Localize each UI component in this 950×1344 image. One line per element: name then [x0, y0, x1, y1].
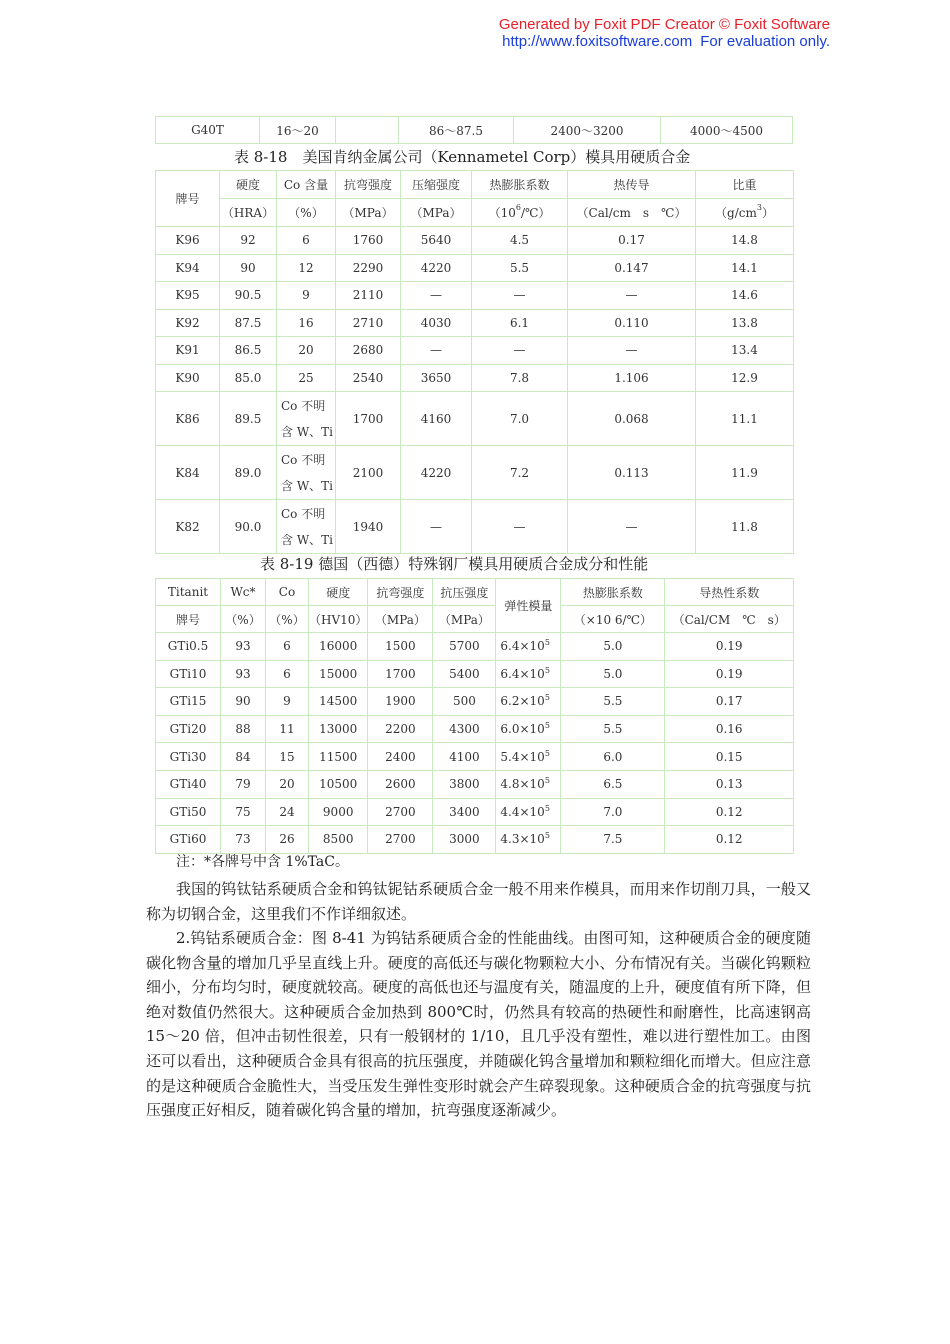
table-cell: K82 [156, 500, 220, 554]
table-cell: 3800 [433, 770, 496, 798]
cell-line: Co 不明 [281, 452, 326, 467]
cell-line: 含 W、Ti [281, 532, 333, 547]
col-unit-expansion [472, 199, 568, 227]
table-cell: 16 [277, 309, 336, 337]
table-cell [277, 446, 336, 500]
table-cell: 13.8 [696, 309, 794, 337]
table-cell: 5.5 [472, 254, 568, 282]
col-unit: （%） [266, 606, 309, 633]
table-row [156, 446, 794, 500]
table-cell [277, 392, 336, 446]
table-cell: 20 [277, 337, 336, 365]
table-cell: 2600 [368, 770, 433, 798]
table-cell: 5.0 [561, 633, 665, 661]
table-cell [277, 500, 336, 554]
table-cell: 11.1 [696, 392, 794, 446]
table-cell: 93 [221, 633, 266, 661]
col-header: 热传导 [568, 171, 696, 199]
table-row [156, 500, 794, 554]
table-cell: 0.17 [568, 227, 696, 255]
watermark-eval: For evaluation only. [700, 33, 830, 50]
table-8-19-caption: 表 8-19 德国（西德）特殊钢厂模具用硬质合金成分和性能 [260, 555, 649, 573]
table-cell: 90 [221, 688, 266, 716]
table-cell: 6 [266, 660, 309, 688]
modulus-value: 4.3×10 [500, 832, 545, 847]
table-cell: 12.9 [696, 364, 794, 392]
table-8-18 [155, 170, 794, 554]
col-unit: （MPa） [433, 606, 496, 633]
table-cell: G40T [156, 117, 260, 144]
table-cell: 6 [266, 633, 309, 661]
table-cell: 5640 [401, 227, 472, 255]
table-cell: — [472, 282, 568, 310]
table-cell: 0.113 [568, 446, 696, 500]
table-cell: 13000 [309, 715, 368, 743]
table-cell: 3400 [433, 798, 496, 826]
table-cell: 8500 [309, 826, 368, 854]
table-row [156, 364, 794, 392]
table-cell: 11500 [309, 743, 368, 771]
modulus-exponent: 5 [544, 665, 550, 675]
cell-line: 含 W、Ti [281, 424, 333, 439]
table-top-partial-row [155, 116, 793, 144]
table-cell: — [472, 500, 568, 554]
table-cell: 90.5 [220, 282, 277, 310]
cell-line: Co 不明 [281, 398, 326, 413]
cell-line: 含 W、Ti [281, 478, 333, 493]
table-cell: 0.12 [665, 826, 794, 854]
table-cell: GTi15 [156, 688, 221, 716]
table-cell: 5.5 [561, 688, 665, 716]
col-header: 抗弯强度 [368, 579, 433, 606]
table-row [156, 392, 794, 446]
table-cell: 14.6 [696, 282, 794, 310]
table-cell: GTi10 [156, 660, 221, 688]
table-row [156, 117, 793, 144]
modulus-exponent: 5 [544, 831, 550, 841]
modulus-value: 6.2×10 [500, 694, 545, 709]
table-cell: 1940 [336, 500, 401, 554]
modulus-value: 6.0×10 [500, 722, 545, 737]
col-unit: （HRA） [220, 199, 277, 227]
table-cell: 500 [433, 688, 496, 716]
table-cell [496, 633, 561, 661]
table-cell: 14500 [309, 688, 368, 716]
table-row [156, 337, 794, 365]
table-cell: 0.12 [665, 798, 794, 826]
col-header: 抗压强度 [433, 579, 496, 606]
table-cell: K91 [156, 337, 220, 365]
table-cell: 0.068 [568, 392, 696, 446]
table-cell: 1700 [368, 660, 433, 688]
table-8-19 [155, 578, 794, 854]
table-cell: K90 [156, 364, 220, 392]
col-header: 抗弯强度 [336, 171, 401, 199]
unit-text: （10 [488, 206, 516, 220]
col-header: 压缩强度 [401, 171, 472, 199]
col-unit: （%） [221, 606, 266, 633]
unit-superscript: 3 [756, 203, 762, 212]
table-cell: GTi0.5 [156, 633, 221, 661]
table-cell: 12 [277, 254, 336, 282]
table-cell: K94 [156, 254, 220, 282]
table-cell: 20 [266, 770, 309, 798]
table-cell: 14.1 [696, 254, 794, 282]
watermark-line2 [499, 33, 830, 50]
table-cell: 0.19 [665, 633, 794, 661]
table-cell: 5400 [433, 660, 496, 688]
table-8-18-caption: 表 8-18 美国肯纳金属公司（Kennametel Corp）模具用硬质合金 [234, 148, 691, 166]
modulus-value: 6.4×10 [500, 639, 545, 654]
table-cell: 14.8 [696, 227, 794, 255]
table-cell: 9 [277, 282, 336, 310]
table-cell: 2400～3200 [514, 117, 661, 144]
table-row [156, 309, 794, 337]
table-cell: 2540 [336, 364, 401, 392]
table-cell [496, 826, 561, 854]
table-cell: 0.147 [568, 254, 696, 282]
paragraph-2: 2.钨钴系硬质合金：图 8-41 为钨钴系硬质合金的性能曲线。由图可知，这种硬质合金的硬度随碳化物含量的增加几乎呈直线上升。硬度的高低还与碳化物颗粒大小、分布情况有关。当碳化钨颗粒细小，分布均匀时，硬度就较高。硬度的高低也还与温度有关，随温度的上升，硬度值有所下降，但绝对数值仍然很大。这种硬质合金加热到 800℃时，仍然具有较高的热硬性和耐磨性，比高速钢高 15～20 倍，但冲击韧性很差，只有一般钢材的 1/10，且几乎没有塑性，难以进行塑性加工。由图还可以看出，这种硬质合金具有很高的抗压强度，并随碳化钨含量增加和颗粒细化而增大。但应注意的是这种硬质合金脆性大，当受压发生弹性变形时就会产生碎裂现象。这种硬质合金的抗弯强度与抗压强度正好相反，随着碳化钨含量的增加，抗弯强度逐渐减少。 [146, 929, 811, 1120]
col-unit: （MPa） [401, 199, 472, 227]
col-header-modulus: 弹性模量 [496, 579, 561, 633]
table-cell: 1900 [368, 688, 433, 716]
col-header: Co 含量 [277, 171, 336, 199]
table-cell: 2100 [336, 446, 401, 500]
table-cell: 88 [221, 715, 266, 743]
table-cell: 3000 [433, 826, 496, 854]
modulus-exponent: 5 [544, 803, 550, 813]
table-cell: 0.16 [665, 715, 794, 743]
col-unit: （%） [277, 199, 336, 227]
col-unit: （MPa） [336, 199, 401, 227]
table-cell: 5.0 [561, 660, 665, 688]
col-header: 热膨胀系数 [472, 171, 568, 199]
cell-line: Co 不明 [281, 506, 326, 521]
table-note: 注：*各牌号中含 1%TaC。 [176, 854, 349, 870]
table-cell: 93 [221, 660, 266, 688]
table-8-19-body [156, 633, 794, 854]
col-header-grade: 牌号 [156, 171, 220, 227]
table-cell: 2200 [368, 715, 433, 743]
unit-text: ） [761, 206, 774, 220]
table-cell: 2700 [368, 826, 433, 854]
table-cell: 4160 [401, 392, 472, 446]
table-cell: 1500 [368, 633, 433, 661]
table-row [156, 770, 794, 798]
table-cell: 0.15 [665, 743, 794, 771]
table-cell: 4220 [401, 446, 472, 500]
foxit-watermark [499, 16, 830, 50]
table-cell: K92 [156, 309, 220, 337]
modulus-exponent: 5 [544, 721, 550, 731]
table-cell: — [568, 282, 696, 310]
table-cell: 84 [221, 743, 266, 771]
modulus-value: 4.4×10 [500, 804, 545, 819]
table-cell: 5700 [433, 633, 496, 661]
table-cell [496, 770, 561, 798]
table-cell [496, 660, 561, 688]
table-row [156, 715, 794, 743]
table-cell: 79 [221, 770, 266, 798]
modulus-exponent: 5 [544, 638, 550, 648]
table-row [156, 826, 794, 854]
table-cell: 11.8 [696, 500, 794, 554]
table-cell: 25 [277, 364, 336, 392]
col-unit: （HV10） [309, 606, 368, 633]
table-8-18-body [156, 227, 794, 554]
col-header: 热膨胀系数 [561, 579, 665, 606]
col-unit: （Cal/cm s ℃） [568, 199, 696, 227]
col-unit: （MPa） [368, 606, 433, 633]
table-header-row [156, 606, 794, 633]
table-row [156, 254, 794, 282]
table-cell: 1760 [336, 227, 401, 255]
watermark-line1: Generated by Foxit PDF Creator © Foxit Software [498, 16, 830, 33]
modulus-exponent: 5 [544, 693, 550, 703]
table-cell: 2710 [336, 309, 401, 337]
watermark-url[interactable]: http://www.foxitsoftware.com [502, 33, 693, 50]
col-unit-density [696, 199, 794, 227]
table-cell: — [401, 282, 472, 310]
table-cell: 6.1 [472, 309, 568, 337]
col-unit: （×10 6/℃） [561, 606, 665, 633]
table-cell: 10500 [309, 770, 368, 798]
table-cell: GTi20 [156, 715, 221, 743]
table-cell: 6.0 [561, 743, 665, 771]
table-cell: 4100 [433, 743, 496, 771]
table-cell [496, 798, 561, 826]
table-cell: 5.5 [561, 715, 665, 743]
col-header: 硬度 [309, 579, 368, 606]
table-cell: 90 [220, 254, 277, 282]
table-cell: 0.110 [568, 309, 696, 337]
table-cell: 2680 [336, 337, 401, 365]
col-unit: （Cal/CM ℃ s） [665, 606, 794, 633]
table-cell: 16000 [309, 633, 368, 661]
col-header: Wc* [221, 579, 266, 606]
table-cell: GTi60 [156, 826, 221, 854]
table-cell: 0.19 [665, 660, 794, 688]
col-header: 导热性系数 [665, 579, 794, 606]
table-cell: 2400 [368, 743, 433, 771]
table-cell: GTi30 [156, 743, 221, 771]
col-header: Titanit [156, 579, 221, 606]
table-cell: 11.9 [696, 446, 794, 500]
table-cell: 13.4 [696, 337, 794, 365]
table-row [156, 660, 794, 688]
table-cell: 4000～4500 [661, 117, 793, 144]
col-header: Co [266, 579, 309, 606]
table-cell: GTi50 [156, 798, 221, 826]
table-cell: K96 [156, 227, 220, 255]
table-cell: 15000 [309, 660, 368, 688]
table-cell: 15 [266, 743, 309, 771]
table-row [156, 227, 794, 255]
table-cell: 4.5 [472, 227, 568, 255]
table-cell [336, 117, 399, 144]
table-cell: — [472, 337, 568, 365]
modulus-value: 6.4×10 [500, 666, 545, 681]
table-cell: 92 [220, 227, 277, 255]
table-cell [496, 743, 561, 771]
unit-superscript: 6 [515, 203, 521, 212]
table-cell: K86 [156, 392, 220, 446]
table-cell: 7.5 [561, 826, 665, 854]
table-cell: 7.0 [472, 392, 568, 446]
table-cell: 90.0 [220, 500, 277, 554]
col-unit: 牌号 [156, 606, 221, 633]
unit-text: /℃） [520, 206, 551, 220]
table-cell: 7.8 [472, 364, 568, 392]
table-cell [496, 715, 561, 743]
table-header-row [156, 171, 794, 199]
table-cell: 6 [277, 227, 336, 255]
table-cell: 4030 [401, 309, 472, 337]
table-row [156, 633, 794, 661]
table-cell: 6.5 [561, 770, 665, 798]
table-cell: 24 [266, 798, 309, 826]
table-cell: 0.17 [665, 688, 794, 716]
table-cell: 73 [221, 826, 266, 854]
table-cell: 85.0 [220, 364, 277, 392]
table-cell: — [568, 337, 696, 365]
col-header: 硬度 [220, 171, 277, 199]
table-cell: 11 [266, 715, 309, 743]
table-cell: 2290 [336, 254, 401, 282]
table-cell: — [401, 337, 472, 365]
table-cell: K95 [156, 282, 220, 310]
table-cell [496, 688, 561, 716]
table-cell: 4220 [401, 254, 472, 282]
unit-text: （g/cm [715, 206, 757, 220]
table-header-row [156, 579, 794, 606]
modulus-exponent: 5 [544, 748, 550, 758]
table-cell: 3650 [401, 364, 472, 392]
table-cell: 7.2 [472, 446, 568, 500]
table-cell: 0.13 [665, 770, 794, 798]
table-cell: — [568, 500, 696, 554]
table-row [156, 798, 794, 826]
table-cell: GTi40 [156, 770, 221, 798]
col-header: 比重 [696, 171, 794, 199]
table-cell: 75 [221, 798, 266, 826]
table-cell: 4300 [433, 715, 496, 743]
table-cell: K84 [156, 446, 220, 500]
table-cell: 86.5 [220, 337, 277, 365]
modulus-exponent: 5 [544, 776, 550, 786]
table-cell: 2700 [368, 798, 433, 826]
table-cell: 86～87.5 [399, 117, 514, 144]
table-row [156, 282, 794, 310]
table-cell: 89.0 [220, 446, 277, 500]
table-row [156, 743, 794, 771]
table-cell: 9 [266, 688, 309, 716]
table-cell: 89.5 [220, 392, 277, 446]
table-cell: 16～20 [260, 117, 336, 144]
modulus-value: 5.4×10 [500, 749, 545, 764]
table-cell: — [401, 500, 472, 554]
table-cell: 1.106 [568, 364, 696, 392]
modulus-value: 4.8×10 [500, 777, 545, 792]
table-row [156, 688, 794, 716]
table-cell: 26 [266, 826, 309, 854]
table-cell: 9000 [309, 798, 368, 826]
table-cell: 2110 [336, 282, 401, 310]
paragraph-1: 我国的钨钛钴系硬质合金和钨钛铌钴系硬质合金一般不用来作模具，而用来作切削刀具，一般又称为切钢合金，这里我们不作详细叙述。 [146, 880, 811, 923]
table-cell: 1700 [336, 392, 401, 446]
table-cell: 87.5 [220, 309, 277, 337]
table-cell: 7.0 [561, 798, 665, 826]
table-header-row [156, 199, 794, 227]
